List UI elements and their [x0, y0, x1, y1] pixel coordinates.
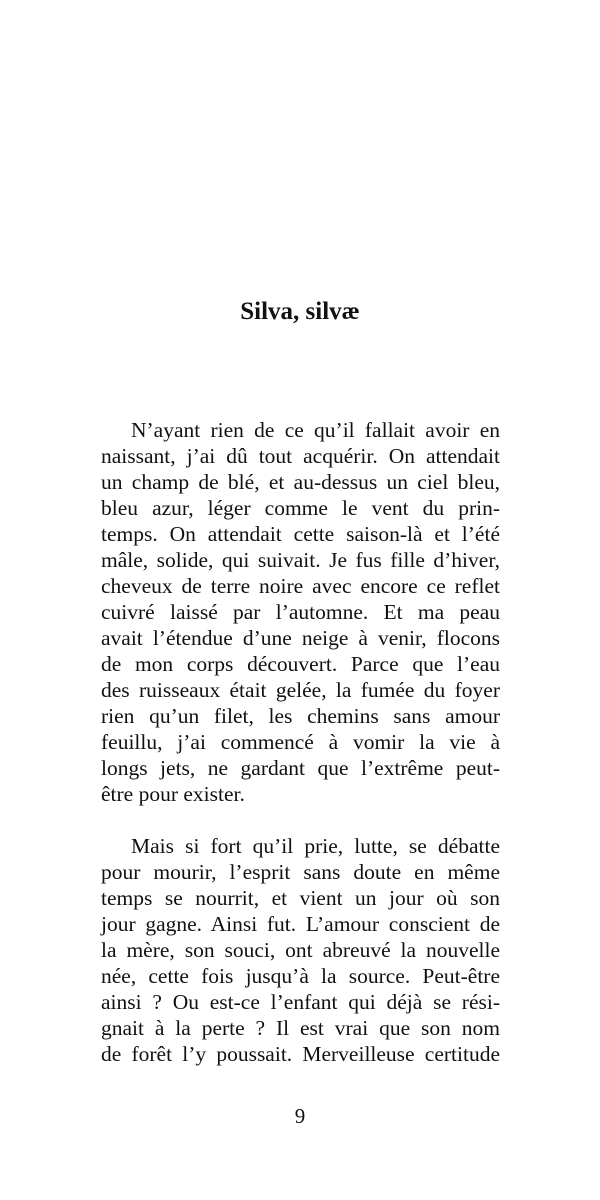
text-line: ainsi ? Ou est-ce l’enfant qui déjà se rési-	[101, 990, 500, 1014]
text-line: bleu azur, léger comme le vent du prin-	[101, 496, 500, 520]
text-line: être pour exister.	[101, 782, 245, 806]
text-line: pour mourir, l’esprit sans doute en même	[101, 860, 500, 884]
text-line: avait l’étendue d’une neige à venir, flocons	[101, 626, 500, 650]
text-line: de mon corps découvert. Parce que l’eau	[101, 652, 500, 676]
text-line: longs jets, ne gardant que l’extrême peut-	[101, 756, 500, 780]
text-line: la mère, son souci, ont abreuvé la nouvelle	[101, 938, 500, 962]
text-line: gnait à la perte ? Il est vrai que son nom	[101, 1016, 500, 1040]
text-line: naissant, j’ai dû tout acquérir. On attendait	[101, 444, 500, 468]
chapter-title: Silva, silvæ	[240, 298, 360, 325]
text-line: Mais si fort qu’il prie, lutte, se débatte	[131, 834, 500, 858]
text-line: rien qu’un filet, les chemins sans amour	[101, 704, 500, 728]
text-line: de forêt l’y poussait. Merveilleuse certitude	[101, 1042, 500, 1066]
page-number: 9	[294, 1104, 306, 1128]
text-line: cuivré laissé par l’automne. Et ma peau	[101, 600, 500, 624]
text-line: un champ de blé, et au-dessus un ciel bleu,	[101, 470, 500, 494]
text-line: née, cette fois jusqu’à la source. Peut-être	[101, 964, 500, 988]
text-line: N’ayant rien de ce qu’il fallait avoir en	[131, 418, 500, 442]
text-line: mâle, solide, qui suivait. Je fus fille d’hiver,	[101, 548, 500, 572]
text-line: temps. On attendait cette saison-là et l’été	[101, 522, 500, 546]
text-line: temps se nourrit, et vient un jour où son	[101, 886, 500, 910]
text-line: des ruisseaux était gelée, la fumée du foyer	[101, 678, 500, 702]
text-line: cheveux de terre noire avec encore ce reflet	[101, 574, 500, 598]
text-line: jour gagne. Ainsi fut. L’amour conscient de	[101, 912, 500, 936]
text-line: feuillu, j’ai commencé à vomir la vie à	[101, 730, 500, 754]
